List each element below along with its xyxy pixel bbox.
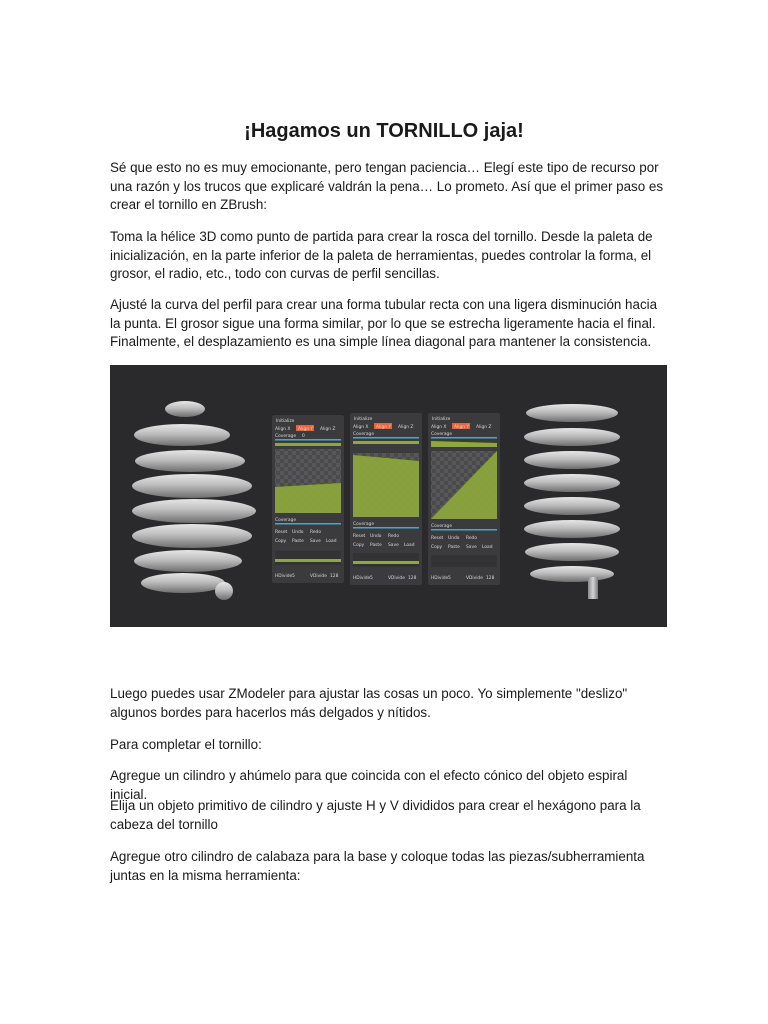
svg-text:Save: Save <box>310 539 321 544</box>
helix-tube-model <box>132 401 256 600</box>
svg-text:Undo: Undo <box>448 536 460 541</box>
svg-text:HDivide: HDivide <box>275 574 293 579</box>
svg-text:128: 128 <box>408 576 417 581</box>
paragraph-step-hexagon: Elija un objeto primitivo de cilindro y ajuste H y V divididos para crear el hexágono para la cabeza del tornillo <box>110 798 641 832</box>
svg-text:Load: Load <box>482 545 493 550</box>
paragraph-profile-curve: Ajusté la curva del perfil para crear una forma tubular recta con una ligera disminución hacia la punta. El grosor sigue una forma similar, por lo que se estrecha ligeramente hacia el final. Finalmente, el desplazamiento es una simple línea diagonal para mantener la consistencia. <box>110 297 658 349</box>
svg-text:Coverage: Coverage <box>431 524 453 529</box>
zbrush-screenshot-figure <box>110 365 667 627</box>
page-title: ¡Hagamos un TORNILLO jaja! <box>244 120 524 142</box>
paragraph-complete-intro: Para completar el tornillo: <box>110 737 262 752</box>
svg-text:Align Y: Align Y <box>454 425 470 430</box>
svg-text:Align X: Align X <box>431 425 447 430</box>
svg-text:HDivide: HDivide <box>431 576 449 581</box>
svg-text:VDivide: VDivide <box>466 576 483 581</box>
svg-text:5: 5 <box>370 576 373 581</box>
svg-text:Undo: Undo <box>292 530 304 535</box>
svg-text:Reset: Reset <box>353 534 366 539</box>
svg-text:Align Y: Align Y <box>298 427 314 432</box>
svg-text:Align X: Align X <box>353 425 369 430</box>
paragraph-step-cylinder: Agregue un cilindro y ahúmelo para que coincida con el efecto cónico del objeto espiral inicial. <box>110 768 628 802</box>
svg-text:Reset: Reset <box>431 536 444 541</box>
svg-text:Copy: Copy <box>353 543 365 548</box>
svg-text:Align X: Align X <box>275 427 291 432</box>
svg-text:Paste: Paste <box>370 543 382 548</box>
svg-text:Reset: Reset <box>275 530 288 535</box>
svg-text:Undo: Undo <box>370 534 382 539</box>
svg-text:Load: Load <box>404 543 415 548</box>
svg-text:Copy: Copy <box>431 545 443 550</box>
initialize-panel-3 <box>428 413 500 585</box>
svg-text:Redo: Redo <box>388 534 400 539</box>
paragraph-intro: Sé que esto no es muy emocionante, pero tengan paciencia… Elegí este tipo de recurso por una razón y los trucos que explicaré valdrán la pena… Lo prometo. Así que el primer paso es crear el tornillo en ZBrush: <box>110 160 664 212</box>
svg-text:Coverage: Coverage <box>353 432 375 437</box>
panel-1-header: Initialize <box>276 419 295 424</box>
svg-text:Align Y: Align Y <box>376 425 392 430</box>
svg-text:HDivide: HDivide <box>353 576 371 581</box>
svg-text:Coverage: Coverage <box>275 518 297 523</box>
svg-text:128: 128 <box>486 576 495 581</box>
svg-text:VDivide: VDivide <box>388 576 405 581</box>
paragraph-helix: Toma la hélice 3D como punto de partida para crear la rosca del tornillo. Desde la paleta de inicialización, en la parte inferior de la paleta de herramientas, puedes controlar la forma, el grosor, el radio, etc., todo con curvas de perfil sencillas. <box>110 229 653 281</box>
svg-text:Redo: Redo <box>310 530 322 535</box>
svg-text:0: 0 <box>302 434 305 439</box>
svg-text:Paste: Paste <box>448 545 460 550</box>
svg-text:Align Z: Align Z <box>320 427 336 432</box>
svg-text:Initialize: Initialize <box>432 417 451 422</box>
svg-text:Save: Save <box>388 543 399 548</box>
svg-text:5: 5 <box>448 576 451 581</box>
svg-text:Coverage: Coverage <box>431 432 453 437</box>
svg-text:Paste: Paste <box>292 539 304 544</box>
svg-text:Align Z: Align Z <box>476 425 492 430</box>
paragraph-zmodeler: Luego puedes usar ZModeler para ajustar las cosas un poco. Yo simplemente "deslizo" algunos bordes para hacerlos más delgados y nítidos. <box>110 686 628 720</box>
svg-text:Redo: Redo <box>466 536 478 541</box>
svg-text:Coverage: Coverage <box>275 434 297 439</box>
svg-text:128: 128 <box>330 574 339 579</box>
initialize-panel-1 <box>272 415 344 583</box>
svg-text:Coverage: Coverage <box>353 522 375 527</box>
svg-text:Load: Load <box>326 539 337 544</box>
svg-text:VDivide: VDivide <box>310 574 327 579</box>
svg-text:Initialize: Initialize <box>354 417 373 422</box>
svg-text:Save: Save <box>466 545 477 550</box>
svg-text:Copy: Copy <box>275 539 287 544</box>
initialize-panel-2 <box>350 413 422 585</box>
svg-text:5: 5 <box>292 574 295 579</box>
svg-text:Align Z: Align Z <box>398 425 414 430</box>
paragraph-step-base: Agregue otro cilindro de calabaza para la base y coloque todas las piezas/subherramienta juntas en la misma herramienta: <box>110 849 645 883</box>
helix-thread-model <box>524 404 620 599</box>
